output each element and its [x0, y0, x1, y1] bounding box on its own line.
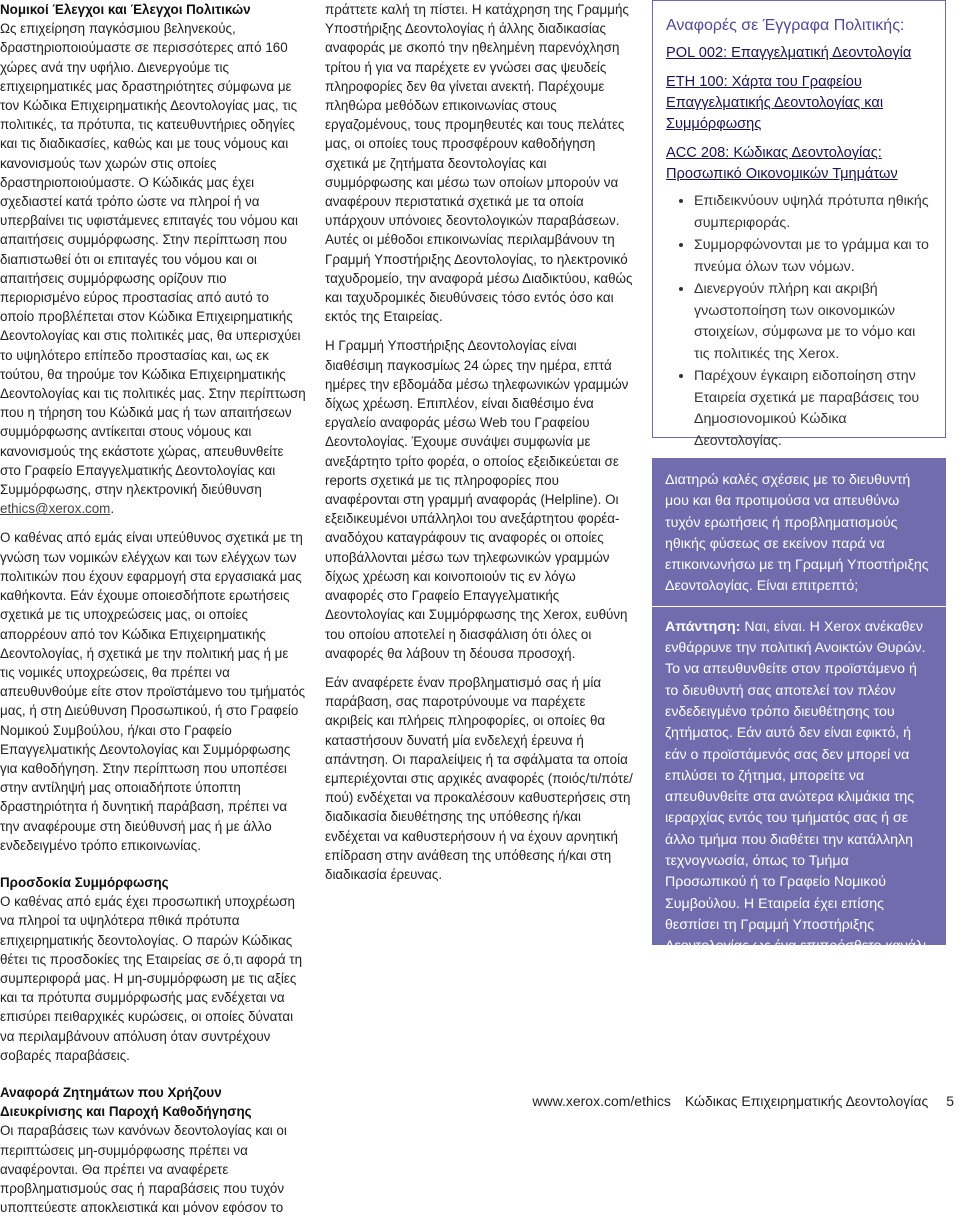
section-heading-legal-controls: Νομικοί Έλεγχοι και Έλεγχοι Πολιτικών	[0, 2, 251, 17]
policy-link-acc208[interactable]: ACC 208: Κώδικας Δεοντολογίας: Προσωπικό Οικονομικών Τμημάτων	[666, 145, 898, 182]
paragraph: Ως επιχείρηση παγκόσμιου βεληνεκούς, δραστηριοποιούμαστε σε περισσότερες από 160 χώρες ανά την υφήλιο. Διενεργούμε τις επιχειρηματικές μας δραστηριότητες σύμφωνα με τον Κώδικα Επιχειρηματικής Δεοντολογίας μας, τις πολιτικές, τα πρότυπα, τις κατευθυντήριες οδηγίες και τις διαδικασίες, καθώς και με τους νόμους και κανονισμούς των χωρών στις οποίες δραστηριοποιούμαστε. Ο Κώδικάς μας έχει σχεδιαστεί κατά τρόπο ώστε να πληροί ή να υπερβαίνει τις υφιστάμενες επιταγές του νόμου και απαιτήσεις συμμόρφωσης. Στην περίπτωση που διαπιστωθεί ότι οι επιταγές του νόμου και οι απαιτήσεις συμμόρφωσης ορίζουν πιο περιορισμένο εύρος προστασίας από αυτό το οποίο προβλέπεται στον Κώδικα Επιχειρηματικής Δεοντολογίας και στις πολιτικές μας, θα υπερισχύει το υψηλότερο επίπεδο προστασίας και, ως εκ τούτου, θα τηρούμε τον Κώδικα Επιχειρηματικής Δεοντολογίας και τις πολιτικές μας. Στην περίπτωση που η τήρηση του Κώδικά μας ή των απαιτήσεων συμμόρφωσης αντίκειται στους νόμους και κανονισμούς της εκάστοτε χώρας, απευθυνθείτε στο Γραφείο Επαγγελματικής Δεοντολογίας και Συμμόρφωσης, στην ηλεκτρονική διεύθυνση ethics@xerox.com.	[0, 21, 306, 517]
paragraph: πράττετε καλή τη πίστει. Η κατάχρηση της Γραμμής Υποστήριξης Δεοντολογίας ή άλλης διαδικασίας αναφοράς με σκοπό την ηθελημένη παρενόχληση τρίτου ή για να παρέχετε εν γνώσει σας ψευδείς πληροφορίες δεν θα γίνεται ανεκτή. Παρέχουμε πληθώρα μεθόδων επικοινωνίας στους εργαζομένους, τους προμηθευτές και τους πελάτες μας, οι οποίες τους προσφέρουν καθοδήγηση σχετικά με ζητήματα δεοντολογίας και συμμόρφωσης και μέσω των οποίων μπορούν να αναφέρουν περιστατικά σχετικά με τα οποία υπάρχουν υπόνοιες δεοντολογικών παραβάσεων. Αυτές οι μέθοδοι επικοινωνίας περιλαμβάνουν τη Γραμμή Υποστήριξης Δεοντολογίας, το ηλεκτρονικό ταχυδρομείο, την αναφορά μέσω Διαδικτύου, καθώς και ταχυδρομικές διευθύνσεις τόσο εντός όσο και εκτός της Εταιρείας.	[325, 2, 633, 325]
paragraph: Οι παραβάσεις των κανόνων δεοντολογίας και οι περιπτώσεις μη-συμμόρφωσης πρέπει να αναφέρονται. Θα πρέπει να αναφέρετε προβληματισμούς σας ή παραβάσεις που τυχόν υποπτεύεστε αποκλειστικά και μόνον εφόσον το	[0, 1123, 287, 1216]
paragraph: Η Γραμμή Υποστήριξης Δεοντολογίας είναι διαθέσιμη παγκοσμίως 24 ώρες την ημέρα, επτά ημέρες την εβδομάδα μέσω τηλεφωνικών γραμμών δίχως χρέωση. Επιπλέον, είναι διαθέσιμο ένα εργαλείο αναφοράς μέσω Web του Γραφείου Δεοντολογίας. Έχουμε συνάψει συμφωνία με ανεξάρτητο τρίτο φορέα, ο οποίος εξειδικεύεται σε reports σχετικά με τις πληροφορίες που αναφέρονται στη γραμμή αναφοράς (Helpline). Οι εξειδικευμένοι υπάλληλοι του ανεξάρτητου φορέα-αναδόχου καταγράφουν τις αναφορές οι οποίες υποβάλλονται μέσω των τηλεφωνικών γραμμών δίχως χρέωση και κοινοποιούν τις εν λόγω αναφορές στο Γραφείο Επαγγελματικής Δεοντολογίας και Συμμόρφωσης της Xerox, ευθύνη του οποίου αποτελεί η διασφάλιση ότι όλες οι αναφορές θα λάβουν τη δέουσα προσοχή.	[325, 338, 629, 661]
paragraph: Ο καθένας από εμάς είναι υπεύθυνος σχετικά με τη γνώση των νομικών ελέγχων και των ελέγχων των πολιτικών που έχουν εφαρμογή στα εργασιακά μας καθήκοντα. Εάν έχουμε οποιεσδήποτε ερωτήσεις σχετικά με τις υποχρεώσεις μας, οι οποίες απορρέουν από τον Κώδικα Επιχειρηματικής Δεοντολογίας, ή σχετικά με την πολιτική μας ή με τις νομικές υποχρεώσεις, θα πρέπει να απευθυνθούμε είτε στον προϊστάμενο του τμήματός μας, ή στη Διεύθυνση Προσωπικού, ή στο Γραφείο Νομικού Συμβούλου, ή/και στο Γραφείο Επαγγελματικής Δεοντολογίας και Συμμόρφωσης για καθοδήγηση. Στην περίπτωση που υποπέσει στην αντίληψή μας οποιαδήποτε ύποπτη δραστηριότητα ή δυνητική παράβαση, πρέπει να την αναφέρουμε στη διεύθυνσή μας ή με άλλο ενδεδειγμένο τρόπο επικοινωνίας.	[0, 530, 306, 853]
policy-link-eth100[interactable]: ETH 100: Χάρτα του Γραφείου Επαγγελματικής Δεοντολογίας και Συμμόρφωσης	[666, 74, 884, 132]
faq-box	[652, 458, 946, 976]
list-item: • Διενεργούν πλήρη και ακριβή γνωστοποίηση των οικονομικών στοιχείων, σύμφωνα με το νόμο και τις πολιτικές της Xerox.	[694, 279, 931, 365]
faq-answer-label: Απάντηση:	[665, 618, 741, 635]
policy-references-title: Αναφορές σε Έγγραφα Πολιτικής:	[666, 17, 905, 34]
footer-url-link[interactable]: www.xerox.com/ethics	[532, 1093, 671, 1109]
policy-link-pol002[interactable]: POL 002: Επαγγελματική Δεοντολογία	[666, 45, 912, 61]
paragraph: Εάν αναφέρετε έναν προβληματισμό σας ή μία παράβαση, σας παροτρύνουμε να παρέχετε ακριβείς και πλήρεις πληροφορίες, οι οποίες θα καταστήσουν δυνατή μία ενδελεχή έρευνα ή απάντηση. Οι παραλείψεις ή τα σφάλματα τα οποία εμπεριέχονται στις αρχικές αναφορές (ποιός/τι/πότε/ πού) ενδέχεται να προκαλέσουν καθυστερήσεις στη διαδικασία διευθέτησης της υπόθεσης ή/και ενδέχεται να καθυστερήσουν ή να έχουν αρνητική επίδραση στην ανάθεση της υπόθεσης ή/και στη διαδικασία έρευνας.	[325, 674, 633, 882]
list-item: • Συμμορφώνονται με το γράμμα και το πνεύμα όλων των νόμων.	[694, 235, 931, 278]
left-column	[0, 0, 306, 1217]
paragraph: Ο καθένας από εμάς έχει προσωπική υποχρέωση να πληροί τα υψηλότερα πθικά πρότυπα επιχειρηματικής δεοντολογίας. Ο παρών Κώδικας θέτει τις προσδοκίες της Εταιρείας σε ό,τι αφορά τη συμπεριφορά μας. Η μη-συμμόρφωση με τις αξίες και τα πρότυπα συμμόρφωσής μας ενδέχεται να επισύρει πειθαρχικές κυρώσεις, οι οποίες δύναται να περιλαμβάνουν απόλυση όταν συντρέχουν σοβαρές παραβάσεις.	[0, 894, 303, 1063]
page-footer	[532, 1092, 954, 1110]
faq-divider	[652, 606, 946, 607]
page-number: 5	[946, 1093, 954, 1109]
footer-title: Κώδικας Επιχειρηματικής Δεοντολογίας	[684, 1093, 929, 1109]
policy-bullet-list	[666, 191, 931, 452]
list-item: • Επιδεικνύουν υψηλά πρότυπα ηθικής συμπεριφοράς.	[694, 191, 931, 234]
list-item: • Παρέχουν έγκαιρη ειδοποίηση στην Εταιρεία σχετικά με παραβάσεις του Δημοσιονομικού Κώδικα Δεοντολογίας.	[694, 366, 931, 452]
section-heading-compliance: Προσδοκία Συμμόρφωσης	[0, 874, 169, 890]
faq-answer	[665, 617, 932, 979]
faq-answer-text: Ναι, είναι. Η Xerox ανέκαθεν ενθάρρυνε την πολιτική Ανοικτών Θυρών. Το να απευθυνθείτε στον προϊστάμενο ή το διευθυντή σας αποτελεί τον πλέον ενδεδειγμένο τρόπο διευθέτησης του ζητήματος. Εάν αυτό δεν είναι εφικτό, ή εάν ο προϊστάμενός σας δεν μπορεί να επιλύσει το ζήτημα, μπορείτε να απευθυνθείτε στα ανώτερα κλιμάκια της ιεραρχίας εντός του τμήματός σας ή σε άλλο τμήμα που διαθέτει την κατάλληλη τεχνογνωσία, όπως το Τμήμα Προσωπικού ή το Γραφείο Νομικού Συμβούλου. Η Εταιρεία έχει επίσης θεσπίσει τη Γραμμή Υποστήριξης Δεοντολογίας ως ένα επιπρόσθετο κανάλι επικοινωνίας.	[665, 618, 927, 976]
middle-column	[325, 0, 633, 884]
section-heading-reporting: Αναφορά Ζητημάτων που Χρήζουν Διευκρίνισης και Παροχή Καθοδήγησης	[0, 1084, 252, 1120]
faq-question: Διατηρώ καλές σχέσεις με το διευθυντή μου και θα προτιμούσα να απευθύνω τυχόν ερωτήσεις ή προβληματισμούς ηθικής φύσεως σε εκείνον παρά να επικοινωνήσω με τη Γραμμή Υποστήριξης Δεοντολογίας. Είναι επιτρεπτό;	[665, 472, 929, 595]
policy-references-box	[652, 0, 946, 449]
ethics-email-link[interactable]: ethics@xerox.com	[0, 501, 111, 517]
